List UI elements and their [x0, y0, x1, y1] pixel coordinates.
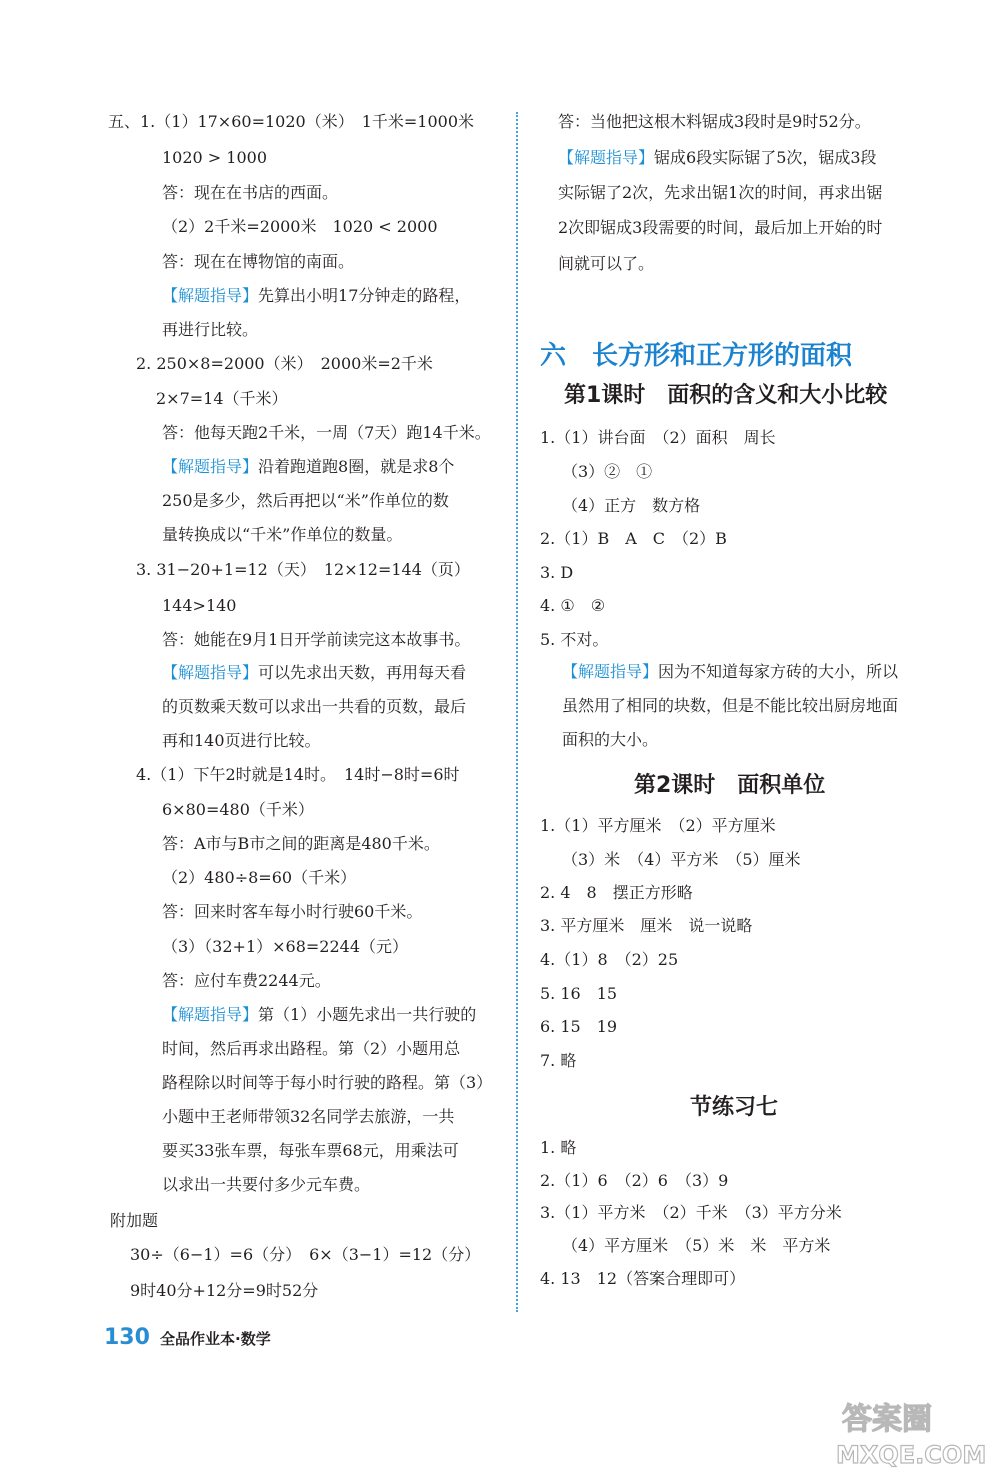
- answer-line: （2）2千米=2000米 1020 < 2000: [162, 217, 438, 236]
- answer-line: 144>140: [162, 596, 237, 615]
- hint-line: 2次即锯成3段需要的时间，最后加上开始的时: [558, 218, 883, 237]
- answer-line: 5. 16 15: [540, 984, 618, 1003]
- hint-line: [558, 148, 877, 168]
- answer-line: 3. 平方厘米 厘米 说一说略: [540, 916, 753, 935]
- hint-text: 第（1）小题先求出一共行驶的: [258, 1005, 477, 1024]
- answer-line: 1.（1）讲台面 （2）面积 周长: [540, 428, 776, 447]
- answer-line: 2.（1）6 （2）6 （3）9: [540, 1171, 729, 1190]
- answer-line: 4. ① ②: [540, 596, 606, 615]
- answer-line: 4.（1）8 （2）25: [540, 950, 679, 969]
- answer-line: 答：A市与B市之间的距离是480千米。: [162, 834, 440, 853]
- hint-text: 可以先求出天数，再用每天看: [258, 663, 467, 682]
- answer-line: （2）480÷8=60（千米）: [162, 868, 357, 887]
- hint-tag: 【解题指导】: [162, 663, 259, 682]
- answer-line: 2. 250×8=2000（米） 2000米=2千米: [136, 354, 433, 373]
- hint-line: [162, 457, 454, 477]
- answer-line: 2×7=14（千米）: [156, 389, 288, 408]
- hint-line: [162, 286, 470, 306]
- hint-text: 先算出小明17分钟走的路程，: [258, 286, 471, 305]
- answer-line: （4）正方 数方格: [562, 496, 701, 515]
- column-divider: [516, 112, 518, 1312]
- extra-title: 附加题: [110, 1211, 159, 1230]
- answer-line: 2.（1）B A C （2）B: [540, 529, 727, 548]
- answer-line: 答：回来时客车每小时行驶60千米。: [162, 902, 423, 921]
- hint-line: 虽然用了相同的块数，但是不能比较出厨房地面: [562, 696, 899, 715]
- answer-line: 五、1.（1）17×60=1020（米） 1千米=1000米: [108, 112, 475, 131]
- answer-line: （3）米 （4）平方米 （5）厘米: [562, 850, 801, 869]
- watermark-top: 答案圈: [842, 1402, 932, 1437]
- answer-line: 答：现在在博物馆的南面。: [162, 252, 355, 271]
- answer-line: （3）② ①: [562, 462, 653, 481]
- hint-line: 间就可以了。: [558, 254, 655, 273]
- answer-line: 4. 13 12（答案合理即可）: [540, 1269, 746, 1288]
- answer-line: 1.（1）平方厘米 （2）平方厘米: [540, 816, 776, 835]
- hint-line: 实际锯了2次，先求出锯1次的时间，再求出锯: [558, 183, 883, 202]
- hint-line: 再进行比较。: [162, 320, 259, 339]
- answer-line: 答：应付车费2244元。: [162, 971, 331, 990]
- watermark-logo: [830, 1395, 990, 1470]
- hint-text: 因为不知道每家方砖的大小，所以: [658, 662, 899, 681]
- hint-tag: 【解题指导】: [558, 148, 655, 167]
- section-title: 节练习七: [690, 1095, 779, 1120]
- hint-line: 再和140页进行比较。: [162, 731, 321, 750]
- hint-line: 小题中王老师带领32名同学去旅游，一共: [162, 1107, 455, 1126]
- hint-tag: 【解题指导】: [562, 662, 659, 681]
- hint-line: 的页数乘天数可以求出一共看的页数，最后: [162, 697, 467, 716]
- answer-line: 答：他每天跑2千米，一周（7天）跑14千米。: [162, 423, 491, 442]
- answer-line: 6×80=480（千米）: [162, 800, 314, 819]
- lesson-title: 第1课时 面积的含义和大小比较: [564, 383, 888, 408]
- answer-line: （3）（32+1）×68=2244（元）: [162, 937, 409, 956]
- answer-line: 答：现在在书店的西面。: [162, 183, 339, 202]
- hint-line: [562, 662, 898, 682]
- hint-line: 量转换成以“千米”作单位的数量。: [162, 525, 403, 544]
- hint-tag: 【解题指导】: [162, 1005, 259, 1024]
- hint-line: 时间，然后再求出路程。第（2）小题用总: [162, 1039, 461, 1058]
- answer-line: 3. D: [540, 563, 574, 582]
- answer-line: （4）平方厘米 （5）米 米 平方米: [562, 1236, 831, 1255]
- hint-line: 面积的大小。: [562, 730, 659, 749]
- chapter-title: 六 长方形和正方形的面积: [540, 341, 853, 371]
- watermark-bottom: MXQE.COM: [836, 1441, 987, 1469]
- answer-line: 6. 15 19: [540, 1017, 618, 1036]
- hint-line: 要买33张车票，每张车票68元，用乘法可: [162, 1141, 459, 1160]
- answer-line: 答：当他把这根木料锯成3段时是9时52分。: [558, 112, 871, 131]
- hint-line: [162, 1005, 476, 1025]
- answer-line: 4.（1）下午2时就是14时。 14时−8时=6时: [136, 765, 460, 784]
- hint-tag: 【解题指导】: [162, 457, 259, 476]
- answer-line: 30÷（6−1）=6（分） 6×（3−1）=12（分）: [130, 1245, 481, 1264]
- answer-line: 9时40分+12分=9时52分: [130, 1281, 319, 1300]
- hint-line: 250是多少，然后再把以“米”作单位的数: [162, 491, 449, 510]
- book-title: 全品作业本·数学: [160, 1330, 271, 1348]
- hint-text: 锯成6段实际锯了5次，锯成3段: [654, 148, 877, 167]
- hint-text: 沿着跑道跑8圈，就是求8个: [258, 457, 455, 476]
- answer-line: 5. 不对。: [540, 630, 609, 649]
- answer-line: 2. 4 8 摆正方形略: [540, 883, 693, 902]
- answer-line: 3. 31−20+1=12（天） 12×12=144（页）: [136, 560, 470, 579]
- answer-line: 答：她能在9月1日开学前读完这本故事书。: [162, 630, 471, 649]
- page-number: 130: [104, 1325, 150, 1350]
- hint-line: 路程除以时间等于每小时行驶的路程。第（3）: [162, 1073, 493, 1092]
- hint-tag: 【解题指导】: [162, 286, 259, 305]
- answer-line: 1. 略: [540, 1138, 577, 1157]
- hint-line: 以求出一共要付多少元车费。: [162, 1175, 371, 1194]
- hint-line: [162, 663, 466, 683]
- answer-line: 7. 略: [540, 1051, 577, 1070]
- answer-line: 1020 > 1000: [162, 148, 268, 167]
- answer-line: 3.（1）平方米 （2）千米 （3）平方分米: [540, 1203, 842, 1222]
- watermark-logo-graphic: [830, 1395, 990, 1470]
- lesson-title: 第2课时 面积单位: [634, 773, 826, 798]
